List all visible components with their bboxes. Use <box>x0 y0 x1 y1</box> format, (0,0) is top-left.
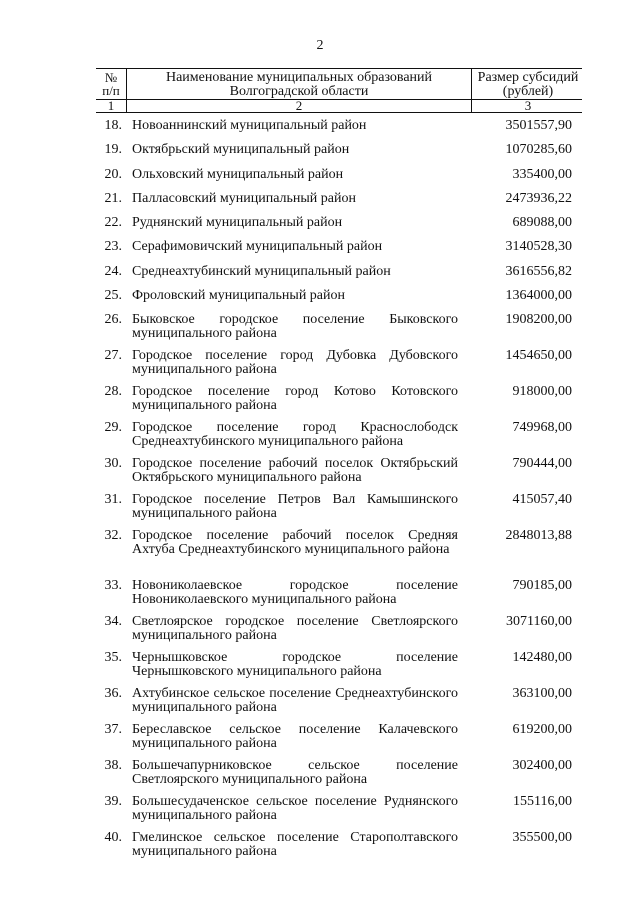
table-row: 33. Новониколаевское городское поселение Новониколаевского муниципального района 790185,00 <box>104 578 572 608</box>
table-row: 28. Городское поселение город Котово Котовского муниципального района 918000,00 <box>104 384 572 414</box>
table-header <box>96 68 582 100</box>
table-row: 19. Октябрьский муниципальный район 1070285,60 <box>104 142 572 158</box>
column-number-2: 2 <box>127 100 472 112</box>
table-row: 24. Среднеахтубинский муниципальный район 3616556,82 <box>104 263 572 279</box>
page-number: 2 <box>316 38 324 53</box>
table-row: 18. Новоаннинский муниципальный район 3501557,90 <box>104 118 572 133</box>
table-row: 39. Большесудаченское сельское поселение Руднянского муниципального района 155116,00 <box>104 794 572 824</box>
table-row: 36. Ахтубинское сельское поселение Среднеахтубинского муниципального района 363100,00 <box>104 686 572 716</box>
table-row: 29. Городское поселение город Краснослободск Среднеахтубинского муниципального района 749968,00 <box>104 420 572 450</box>
table-row: 27. Городское поселение город Дубовка Дубовского муниципального района 1454650,00 <box>104 348 572 378</box>
table-row: 37. Береславское сельское поселение Калачевского муниципального района 619200,00 <box>104 722 572 752</box>
table-row: 22. Руднянский муниципальный район 689088,00 <box>104 215 572 231</box>
table-row: 25. Фроловский муниципальный район 1364000,00 <box>104 288 572 304</box>
column-number-3: 3 <box>524 98 532 113</box>
subsidy-table <box>96 68 582 867</box>
table-row: 35. Чернышковское городское поселение Чернышковского муниципального района 142480,00 <box>104 650 572 680</box>
table-row: 38. Большечапурниковское сельское поселение Светлоярского муниципального района 302400,00 <box>104 758 572 788</box>
table-row: 40. Гмелинское сельское поселение Старополтавского муниципального района 355500,00 <box>104 830 572 860</box>
column-numbers-row <box>96 100 582 113</box>
header-col-name: Наименование муниципальных образований Волгоградской области <box>127 69 472 99</box>
table-row: 23. Серафимовичский муниципальный район 3140528,30 <box>104 239 572 255</box>
table-row: 20. Ольховский муниципальный район 335400,00 <box>104 166 572 182</box>
table-row: 21. Палласовский муниципальный район 2473936,22 <box>104 190 572 206</box>
table-row: 30. Городское поселение рабочий поселок Октябрьский Октябрьского муниципального района 790444,00 <box>104 456 572 486</box>
header-col-amount: Размер субсидий (рублей) <box>477 70 579 99</box>
header-col-number: № п/п <box>96 69 127 99</box>
column-number-1: 1 <box>96 100 127 112</box>
table-row: 34. Светлоярское городское поселение Светлоярского муниципального района 3071160,00 <box>104 614 572 644</box>
table-row: 26. Быковское городское поселение Быковского муниципального района 1908200,00 <box>104 312 572 342</box>
table-row: 32. Городское поселение рабочий поселок Средняя Ахтуба Среднеахтубинского муниципального района 2848013,88 <box>104 528 572 558</box>
table-body <box>96 119 582 867</box>
table-row: 31. Городское поселение Петров Вал Камышинского муниципального района 415057,40 <box>104 492 572 522</box>
